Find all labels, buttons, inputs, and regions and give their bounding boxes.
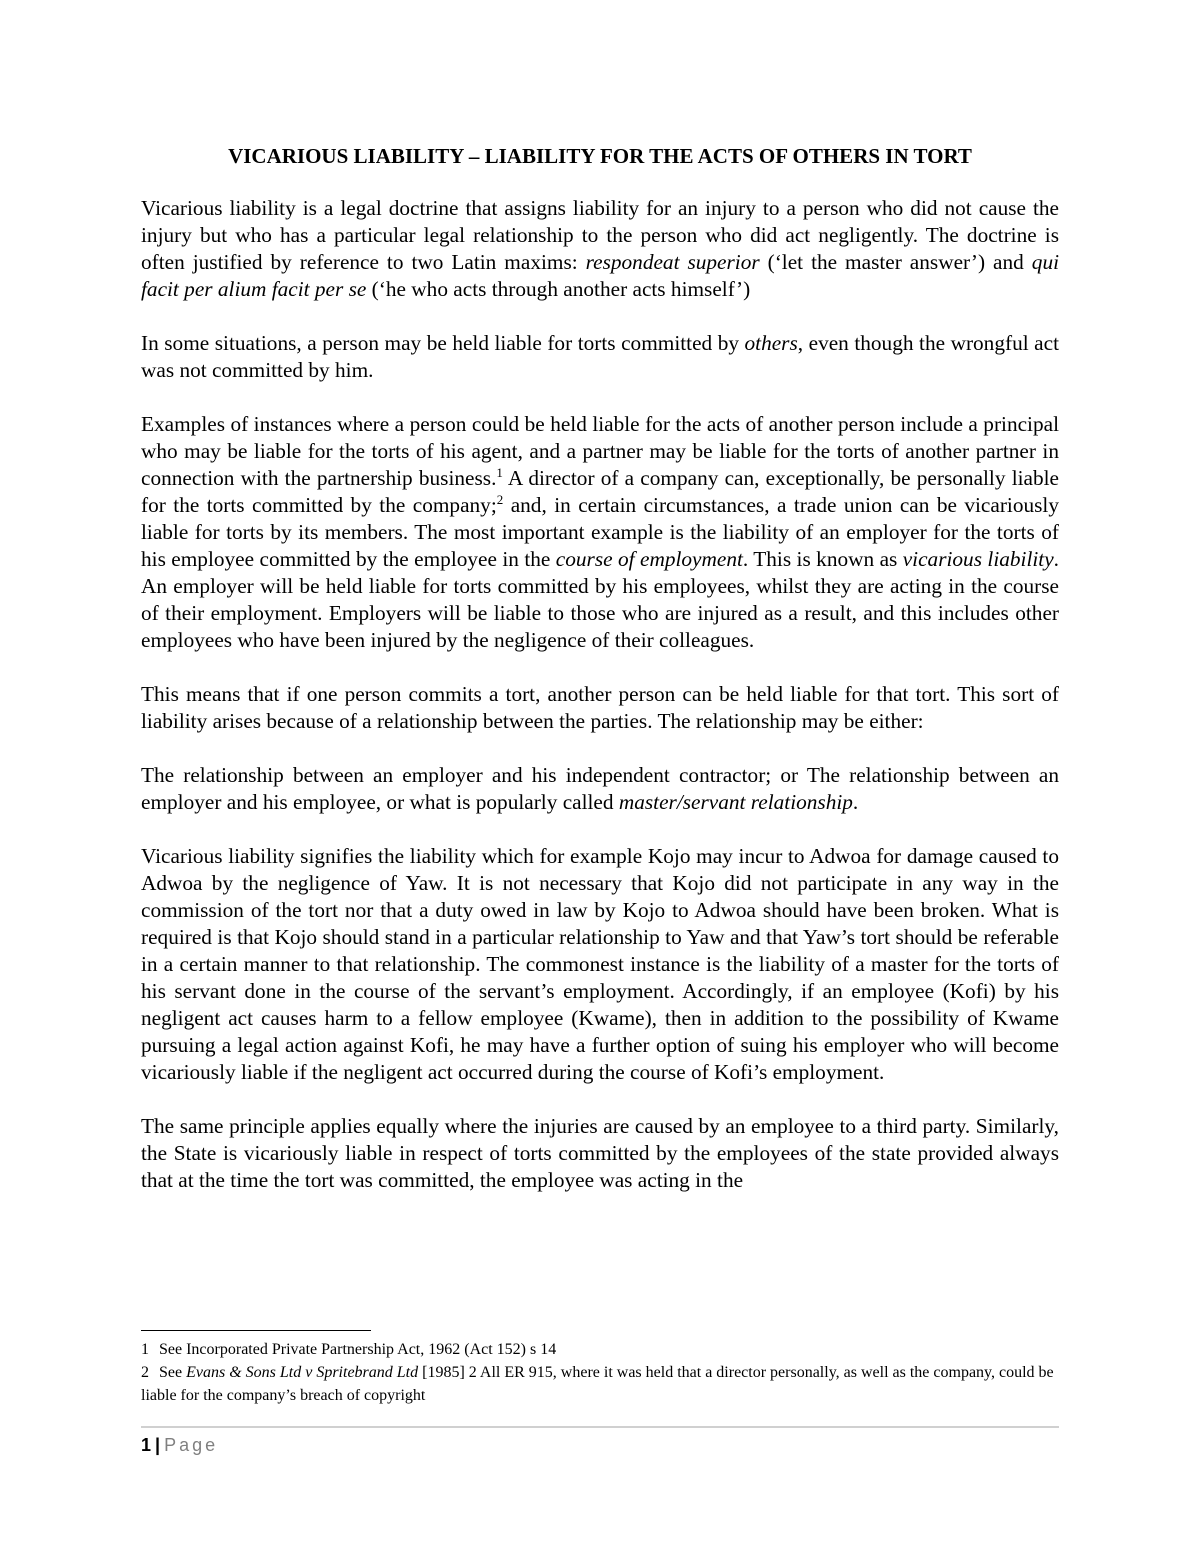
footnotes [141, 1338, 1059, 1407]
paragraph-definition: Vicarious liability is a legal doctrine that assigns liability for an injury to a person who did not cause the injury but who has a particular legal relationship to the person who did act negligently. The doctrine is often justified by reference to two Latin maxims: respondeat superior (‘let the master answer’) and qui facit per alium facit per se (‘he who acts through another acts himself’) [141, 196, 1060, 301]
document-body [141, 140, 1059, 1221]
paragraph-examples: Examples of instances where a person could be held liable for the acts of another person include a principal who may be liable for the torts of his agent, and a partner may be liable for the torts of another partner in connection with the partnership business.$^1$ A director of a company can, exceptionally, be personally liable for the torts committed by the company;$^2$ and, in certain circumstances, a trade union can be vicariously liable for torts by its members. The most important example is the liability of an employer for the torts of his employee committed by the employee in the course of employment. This is known as vicarious liability. An employer will be held liable for torts committed by his employees, whilst they are acting in the course of their employment. Employers will be liable to those who are injured as a result, and this includes other employees who have been injured by the negligence of their colleagues. [141, 412, 1059, 652]
footnote-number: 1 [141, 1341, 149, 1358]
footer-divider [141, 1426, 1059, 1428]
footnote-ref-1[interactable]: 1 [496, 464, 503, 480]
page-number: 1 [141, 1435, 152, 1455]
paragraph-situations: In some situations, a person may be held liable for torts committed by others, even though the wrongful act was not committed by him. [141, 331, 1059, 382]
footnote-1: 1 See Incorporated Private Partnership Act, 1962 (Act 152) s 14 [141, 1338, 1059, 1361]
footnote-2: 2 See Evans & Sons Ltd v Spritebrand Ltd [1985] 2 All ER 915, where it was held that a director personally, as well as the company, could be liable for the company’s breach of copyright [141, 1361, 1059, 1407]
footer-separator: | [155, 1435, 161, 1455]
paragraph-same-principle: The same principle applies equally where the injuries are caused by an employee to a third party. Similarly, the State is vicariously liable in respect of torts committed by the employees of the state provided always that at the time the tort was committed, the employee was acting in the [141, 1114, 1059, 1192]
page-footer [141, 1433, 218, 1457]
page-label: Page [164, 1435, 219, 1455]
paragraph-meaning: This means that if one person commits a tort, another person can be held liable for that tort. This sort of liability arises because of a relationship between the parties. The relationship may be either: [141, 682, 1059, 733]
paragraph-example-kojo: Vicarious liability signifies the liability which for example Kojo may incur to Adwoa for damage caused to Adwoa by the negligence of Yaw. It is not necessary that Kojo did not participate in any way in the commission of the tort nor that a duty owed in law by Kojo to Adwoa should have been broken. What is required is that Kojo should stand in a particular relationship to Yaw and that Yaw’s tort should be referable in a certain manner to that relationship. The commonest instance is the liability of a master for the torts of his servant done in the course of the servant’s employment. Accordingly, if an employee (Kofi) by his negligent act causes harm to a fellow employee (Kwame), then in addition to the possibility of Kwame pursuing a legal action against Kofi, he may have a further option of suing his employer who will become vicariously liable if the negligent act occurred during the course of Kofi’s employment. [141, 844, 1059, 1084]
footnote-number: 2 [141, 1364, 149, 1381]
footnote-ref-2[interactable]: 2 [496, 491, 504, 507]
paragraph-relationship: The relationship between an employer and his independent contractor; or The relationship between an employer and his employee, or what is popularly called master/servant relationship. [141, 763, 1059, 814]
footnote-separator [141, 1330, 371, 1331]
document-title: VICARIOUS LIABILITY – LIABILITY FOR THE ACTS OF OTHERS IN TORT [228, 144, 972, 168]
